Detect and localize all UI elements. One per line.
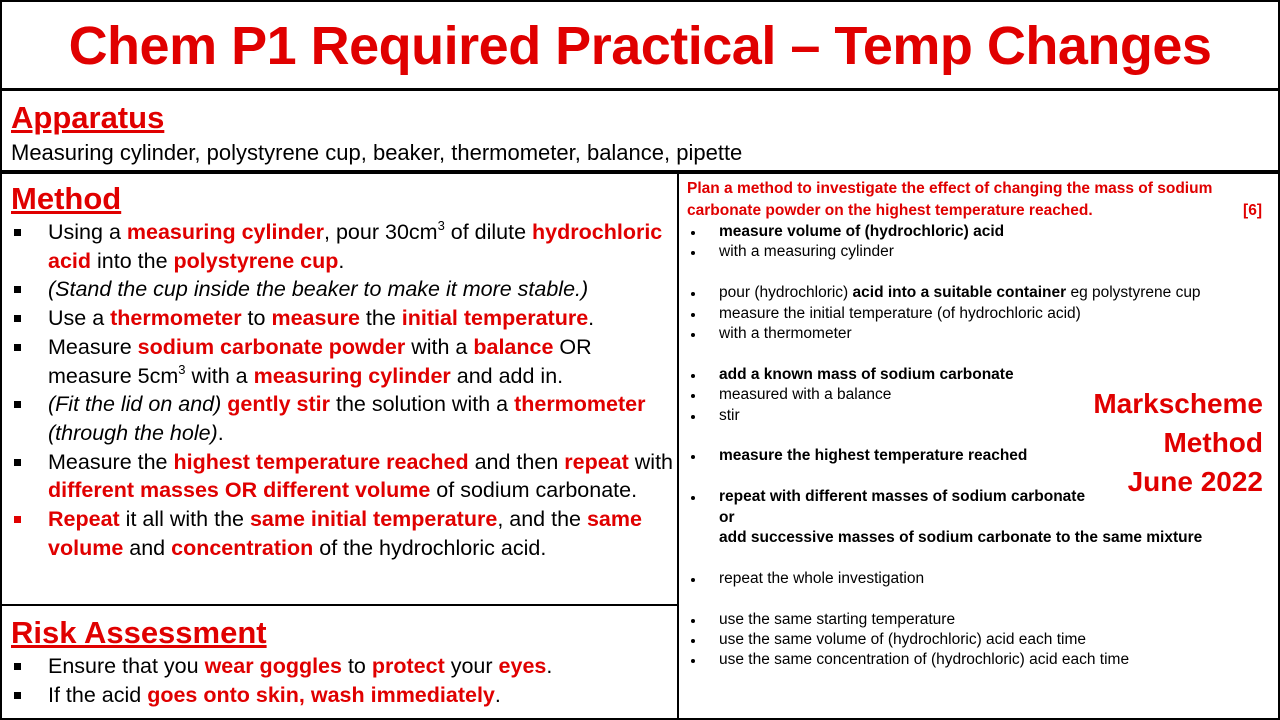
keyword: thermometer [514,392,646,417]
bullet-dot-icon [691,496,695,500]
text: pour (hydrochloric) [719,284,853,302]
text: to [341,654,372,678]
text: repeat the whole investigation [719,569,925,587]
risk-item-1 [12,652,677,681]
keyword: same volume [48,507,642,560]
risk-item-2 [12,681,677,710]
bullet-dot-icon [691,251,695,255]
markscheme-question [679,174,1278,222]
keyword: thermometer [110,306,242,331]
bullet-square-icon [14,663,21,670]
label-line: Markscheme [1093,388,1263,419]
text: , and the [497,507,587,532]
text: Ensure that you [48,654,205,678]
bullet-square-icon [14,401,21,408]
method-step-1 [12,218,677,275]
ms-point [689,650,1278,670]
text: of sodium carbonate. [430,478,638,503]
text: with a thermometer [719,325,852,343]
bullet-dot-icon [691,455,695,459]
bullet-square-icon [14,286,21,293]
text: with [628,449,674,474]
ms-point [689,222,1278,242]
bullet-dot-icon [691,374,695,378]
keyword: repeat [564,449,629,474]
bullet-dot-icon [691,394,695,398]
ms-point [689,283,1278,303]
ms-point [689,324,1278,344]
text: If the acid [48,682,148,707]
text: use the same concentration of (hydrochloric) acid each time [719,651,1130,669]
text: add successive masses of sodium carbonate to the same mixture [719,529,1203,547]
bullet-square-icon [14,315,21,322]
keyword: same initial temperature [249,507,498,532]
apparatus-text: Measuring cylinder, polystyrene cup, beaker, thermometer, balance, pipette [11,140,743,165]
text: eg polystyrene cup [1066,284,1201,302]
method-step-4 [12,333,677,390]
ms-point [689,569,1278,589]
ms-point [689,508,1278,528]
text: of the hydrochloric acid. [313,535,547,560]
text: measure the highest temperature reached [719,447,1028,465]
method-step-5 [12,390,677,447]
label-line: Method [1163,427,1263,458]
text: to [241,306,272,331]
method-heading: Method [11,181,122,216]
keyword: eyes [498,654,547,678]
text: measure the initial temperature (of hydrochloric acid) [719,304,1081,322]
text: stir [719,406,740,424]
apparatus-section [0,89,1280,173]
bullet-dot-icon [691,639,695,643]
bullet-square-icon [14,229,21,236]
question-text: Plan a method to investigate the effect of changing the mass of sodium carbonate powder on the highest temperature reached. [687,180,1213,219]
bullet-square-icon [14,344,21,351]
text: OR measure 5cm [48,334,592,388]
text: with a [185,363,254,388]
keyword: gently stir [221,392,330,417]
text: or [719,508,735,526]
text: it all with the [119,507,250,532]
bullet-dot-icon [691,415,695,419]
bullet-dot-icon [691,333,695,337]
bullet-square-icon [14,516,21,523]
bullet-dot-icon [691,292,695,296]
keyword: hydrochloric acid [48,220,663,273]
keyword: sodium carbonate powder [137,334,406,359]
text: , pour 30cm [324,220,438,244]
label-line: June 2022 [1127,466,1263,497]
risk-list [2,652,677,709]
method-step-6 [12,448,677,505]
text: . [546,654,553,678]
text: the [359,306,402,331]
text: (Fit the lid on and) [48,392,222,417]
text: measured with a balance [719,386,892,404]
ms-point [689,304,1278,324]
risk-heading: Risk Assessment [11,615,267,650]
superscript: 3 [178,361,186,377]
keyword: different masses OR different volume [48,478,431,503]
keyword: measure [271,306,360,331]
markscheme-label [1093,384,1263,501]
text: acid into a suitable container [852,284,1067,302]
risk-section [0,604,679,720]
method-section [0,172,679,606]
title-box [0,0,1280,90]
method-step-2 [12,275,677,304]
bullet-dot-icon [691,659,695,663]
text: and add in. [450,363,564,388]
text: use the same volume of (hydrochloric) acid each time [719,631,1086,649]
ms-point [689,242,1278,262]
text: Measure [48,334,138,359]
text: repeat with different masses of sodium carbonate [719,488,1086,506]
keyword: measuring cylinder [253,363,451,388]
keyword: protect [371,654,445,678]
text: of dilute [444,220,533,244]
keyword: highest temperature reached [173,449,469,474]
text: (through the hole) [48,420,218,445]
keyword: measuring cylinder [126,220,325,244]
bullet-dot-icon [691,619,695,623]
marks-badge: [6] [1243,202,1262,219]
text: Use a [48,306,111,331]
text: the solution with a [330,392,515,417]
bullet-square-icon [14,459,21,466]
text: . [494,682,501,707]
ms-point [689,365,1278,385]
text: Measure the [48,449,174,474]
superscript: 3 [437,218,445,233]
method-step-7 [12,505,677,562]
text: your [444,654,499,678]
page-title: Chem P1 Required Practical – Temp Changes [68,16,1212,76]
bullet-dot-icon [691,231,695,235]
text: into the [91,248,174,273]
keyword: polystyrene cup [173,248,339,273]
keyword: initial temperature [401,306,589,331]
keyword: goes onto skin, wash immediately [147,682,495,707]
bullet-square-icon [14,692,21,699]
text: measure volume of (hydrochloric) acid [719,223,1005,240]
text: and [123,535,172,560]
text: . [217,420,224,445]
text: and then [468,449,565,474]
text: with a measuring cylinder [719,243,894,261]
text: (Stand the cup inside the beaker to make it more stable.) [48,277,589,302]
bullet-dot-icon [691,313,695,317]
text: . [588,306,595,331]
text: use the same starting temperature [719,610,956,628]
keyword: balance [473,334,554,359]
text: with a [405,334,474,359]
text: Using a [48,220,127,244]
keyword: Repeat [48,507,120,532]
keyword: wear goggles [204,654,342,678]
keyword: concentration [171,535,314,560]
text: . [338,248,345,273]
ms-point [689,528,1278,548]
method-step-3 [12,304,677,333]
text: add a known mass of sodium carbonate [719,365,1014,383]
apparatus-heading: Apparatus [11,100,165,135]
bullet-dot-icon [691,578,695,582]
ms-point [689,630,1278,650]
markscheme-section [677,172,1280,720]
ms-point [689,610,1278,630]
method-list [2,218,677,562]
